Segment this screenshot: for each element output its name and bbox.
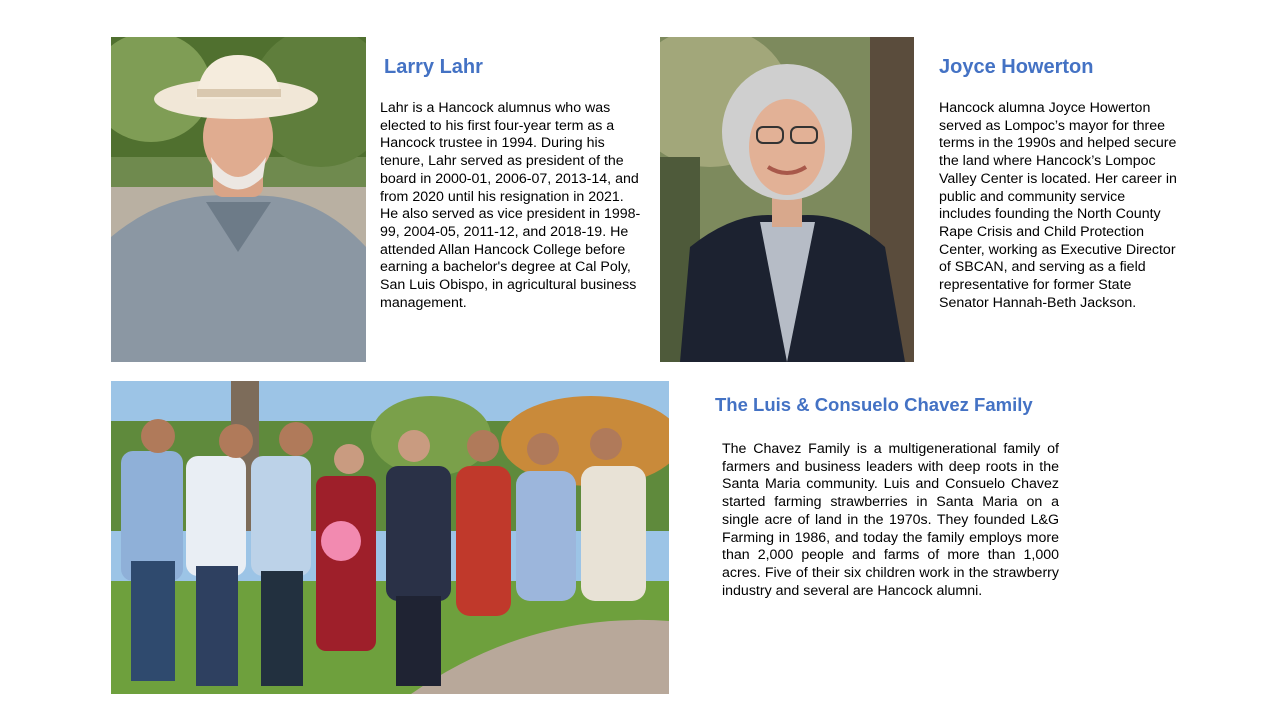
larry-lahr-name: Larry Lahr xyxy=(384,56,483,78)
larry-lahr-photo xyxy=(111,37,366,362)
chavez-family-photo xyxy=(111,381,669,694)
joyce-howerton-photo xyxy=(660,37,914,362)
joyce-howerton-bio: Hancock alumna Joyce Howerton served as Lompoc’s mayor for three terms in the 1990s and helped secure the land where Hancock’s Lompoc Valley Center is located. Her career in public and community service includes founding the North County Rape Crisis and Child Protection Center, working as Executive Director of SBCAN, and serving as a field representative for former State Senator Hannah-Beth Jackson. xyxy=(939,100,1177,311)
joyce-howerton-name: Joyce Howerton xyxy=(939,56,1094,78)
chavez-family-name: The Luis & Consuelo Chavez Family xyxy=(715,394,1033,415)
chavez-family-bio: The Chavez Family is a multigenerational family of farmers and business leaders with deep roots in the Santa Maria community. Luis and Consuelo Chavez started farming strawberries in Santa Maria on a single acre of land in the 1970s. They founded L&G Farming in 1986, and today the family employs more than 2,000 people and farms of more than 1,000 acres. Five of their six children work in the strawberry industry and several are Hancock alumni. xyxy=(722,441,1059,599)
larry-lahr-bio: Lahr is a Hancock alumnus who was elected to his first four-year term as a Hancock trustee in 1994. During his tenure, Lahr served as president of the board in 2000-01, 2006-07, 2013-14, and from 2020 until his resignation in 2021. He also served as vice president in 1998-99, 2004-05, 2011-12, and 2018-19. He attended Allan Hancock College before earning a bachelor's degree at Cal Poly, San Luis Obispo, in agricultural business management. xyxy=(380,100,641,311)
